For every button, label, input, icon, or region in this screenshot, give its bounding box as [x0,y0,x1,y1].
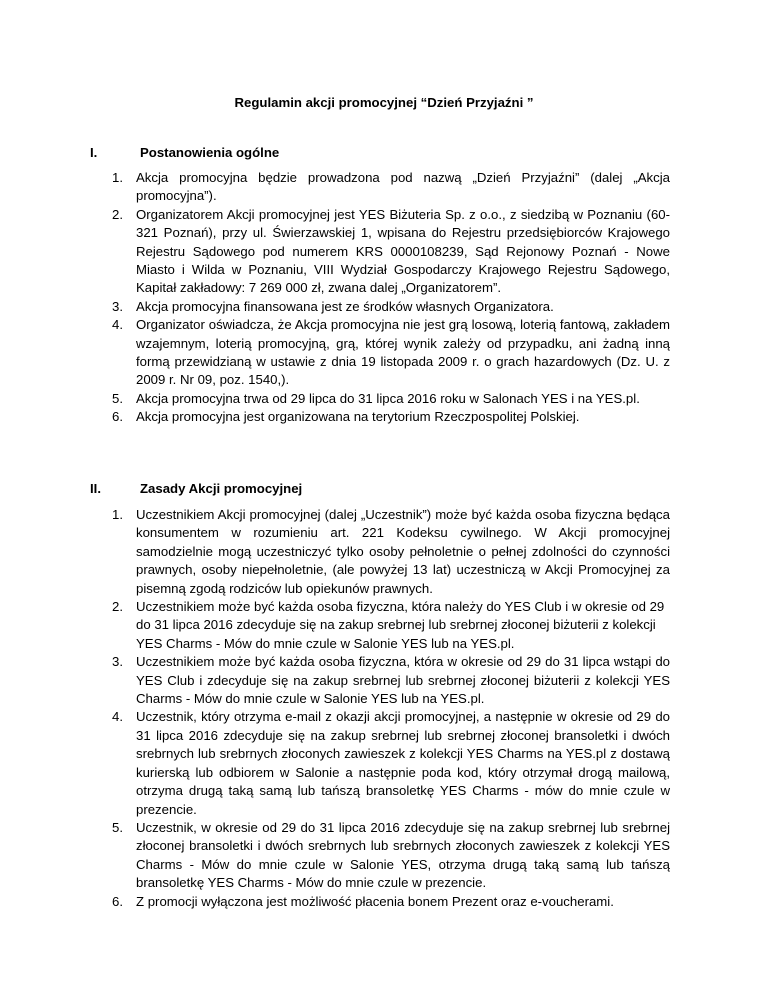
section-title: Postanowienia ogólne [140,145,280,160]
section-number: I. [90,145,98,160]
list-item [0,893,768,911]
list-item [0,506,768,598]
item-number: 5. [112,819,123,835]
item-number: 1. [112,170,123,185]
item-text: Akcja promocyjna będzie prowadzona pod nazwą „Dzień Przyjaźni” (dalej „Akcja promocyjna”). [136,170,670,204]
item-text: Akcja promocyjna trwa od 29 lipca do 31 lipca 2016 roku w Salonach YES i na YES.pl. [136,390,640,406]
item-number: 6. [112,893,123,909]
list-item [0,298,768,316]
item-text: Uczestnikiem Akcji promocyjnej (dalej „Uczestnik”) może być każda osoba fizyczna będąca konsumentem w rozumieniu art. 221 Kodeksu cywilnego. W Akcji promocyjnej samodzielnie mogą uczestniczyć tylko osoby pełnoletnie o pełnej zdolności do czynności prawnych, osoby niepełnoletnie, (ale powyżej 13 lat) uczestniczą w Akcji Promocyjnej za pisemną zgodą rodziców lub opiekunów prawnych. [136,507,670,596]
item-text: Organizatorem Akcji promocyjnej jest YES Biżuteria Sp. z o.o., z siedzibą w Poznaniu (60-321 Poznań), przy ul. Świerzawskiej 1, wpisana do Rejestru przedsiębiorców Krajowego Rejestru Sądowego pod numerem KRS 0000108239, Sąd Rejonowy Poznań - Nowe Miasto i Wilda w Poznaniu, VIII Wydział Gospodarczy Krajowego Rejestru Sądowego, Kapitał zakładowy: 7 269 000 zł, zwana dalej „Organizatorem”. [136,206,670,296]
item-text: Z promocji wyłączona jest możliwość płacenia bonem Prezent oraz e-voucherami. [136,893,614,909]
item-number: 5. [112,390,123,406]
item-number: 2. [112,206,123,222]
list-item [0,598,768,653]
list-item [0,653,768,708]
section-list-rules [0,506,768,911]
document-title: Regulamin akcji promocyjnej “Dzień Przyjaźni ” [234,95,534,110]
item-text: Uczestnik, który otrzyma e-mail z okazji akcji promocyjnej, a następnie w okresie od 29 do 31 lipca 2016 zdecyduje się na zakup srebrnej lub srebrnej złoconej bransoletki i dwóch srebrnych lub srebrnych złoconych zawieszek z kolekcji YES Charms na YES.pl z dostawą kurierską lub odbiorem w Salonie a następnie poda kod, który otrzymał drogą mailową, otrzyma drugą taką samą lub tańszą bransoletkę YES Charms - mów do mnie czule w prezencie. [136,709,670,817]
item-text: Uczestnik, w okresie od 29 do 31 lipca 2016 zdecyduje się na zakup srebrnej lub srebrnej złoconej bransoletki i dwóch srebrnych lub srebrnych złoconych zawieszek z kolekcji YES Charms - Mów do mnie czule w Salonie YES, otrzyma drugą taką samą lub tańszą bransoletkę YES Charms - Mów do mnie czule w prezencie. [136,819,670,891]
item-text: Akcja promocyjna jest organizowana na terytorium Rzeczpospolitej Polskiej. [136,409,580,425]
item-number: 3. [112,298,123,314]
item-number: 3. [112,654,123,670]
item-text: Uczestnikiem może być każda osoba fizyczna, która w okresie od 29 do 31 lipca wstąpi do YES Club i zdecyduje się na zakup srebrnej lub srebrnej złoconej biżuterii z kolekcji YES Charms - Mów do mnie czule w Salonie YES lub na YES.pl. [136,654,670,707]
list-item [0,408,768,426]
list-item [0,169,768,206]
list-item [0,390,768,408]
item-text: Akcja promocyjna finansowana jest ze środków własnych Organizatora. [136,298,554,314]
item-number: 4. [112,709,123,725]
section-number: II. [90,481,101,496]
section-list-general [0,169,768,427]
item-number: 2. [112,599,123,615]
item-text: Uczestnikiem może być każda osoba fizyczna, która należy do YES Club i w okresie od 29 do 31 lipca 2016 zdecyduje się na zakup srebrnej lub srebrnej złoconej biżuterii z kolekcji YES Charms - Mów do mnie czule w Salonie YES lub na YES.pl. [136,599,665,651]
section-title: Zasady Akcji promocyjnej [140,481,303,496]
item-text: Organizator oświadcza, że Akcja promocyjna nie jest grą losową, loterią fantową, zakładem wzajemnym, loterią promocyjną, grą, której wynik zależy od przypadku, ani żadną inną formą przewidzianą w ustawie z dnia 19 listopada 2009 r. o grach hazardowych (Dz. U. z 2009 r. Nr 09, poz. 1540,). [136,317,670,388]
list-item [0,819,768,893]
list-item [0,708,768,818]
item-number: 6. [112,409,123,425]
item-number: 1. [112,507,123,522]
list-item [0,316,768,390]
list-item [0,206,768,298]
item-number: 4. [112,317,123,333]
